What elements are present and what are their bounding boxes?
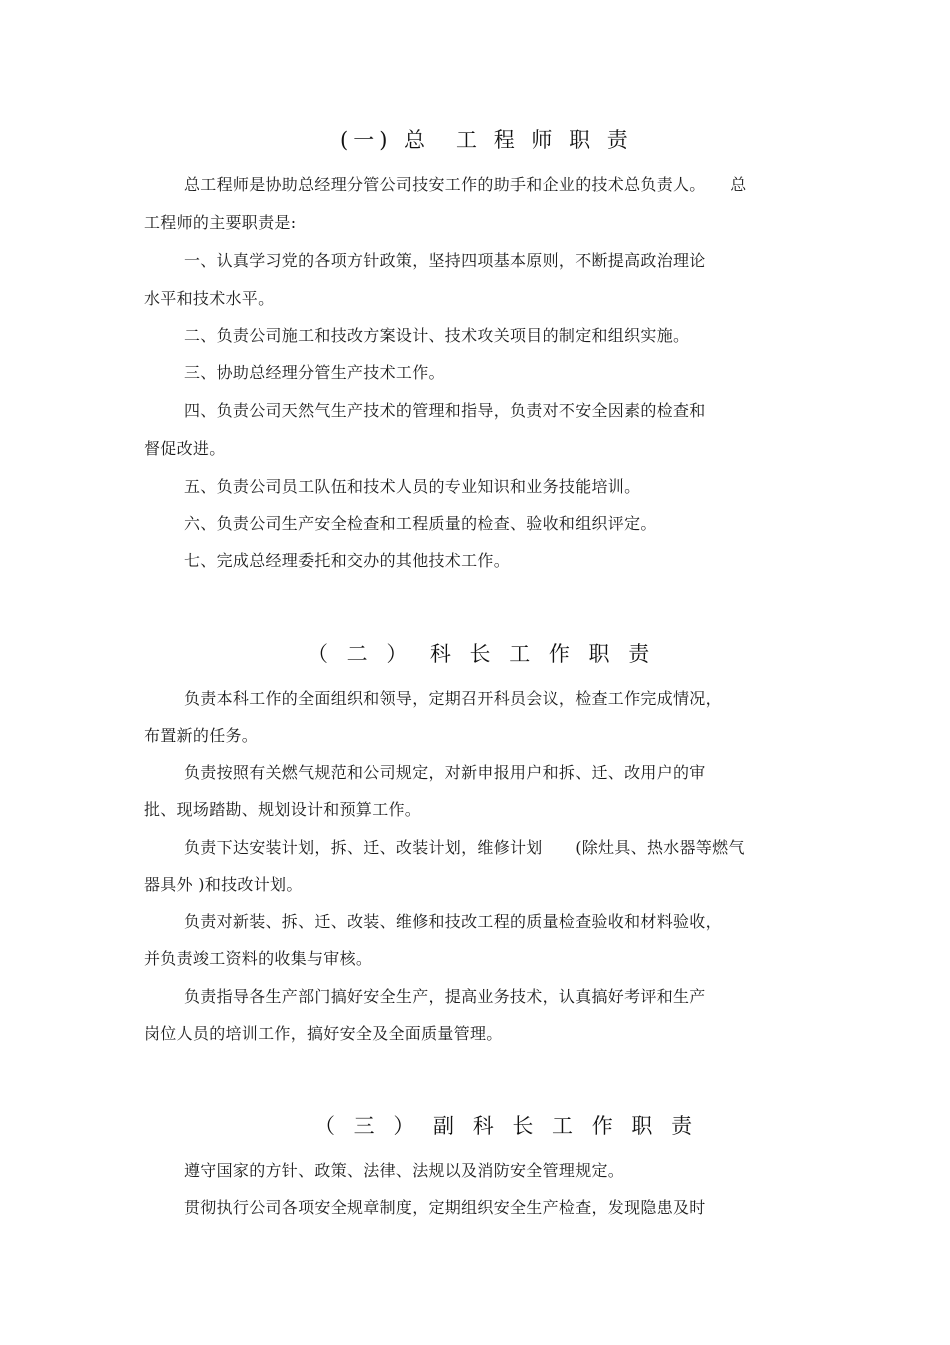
paragraph-line: 三、协助总经理分管生产技术工作。 [184, 363, 445, 382]
paragraph-line: 岗位人员的培训工作，搞好安全及全面质量管理。 [144, 1024, 503, 1043]
paragraph-line: 总工程师是协助总经理分管公司技安工作的助手和企业的技术总负责人。 总 [184, 175, 747, 194]
paragraph-line: 七、完成总经理委托和交办的其他技术工作。 [184, 551, 511, 570]
section-heading-deputy-section-chief: （ 三 ） 副 科 长 工 作 职 责 [314, 1114, 699, 1138]
paragraph-line: 六、负责公司生产安全检查和工程质量的检查、验收和组织评定。 [184, 514, 657, 533]
paragraph-line: 遵守国家的方针、政策、法律、法规以及消防安全管理规定。 [184, 1161, 625, 1180]
paragraph-line: 布置新的任务。 [144, 726, 259, 745]
paragraph-line: 贯彻执行公司各项安全规章制度，定期组织安全生产检查，发现隐患及时 [184, 1198, 706, 1217]
paragraph-line: 负责本科工作的全面组织和领导，定期召开科员会议，检查工作完成情况， [184, 689, 722, 708]
paragraph-line: 负责对新装、拆、迁、改装、维修和技改工程的质量检查验收和材料验收， [184, 912, 722, 931]
paragraph-line: 器具外 )和技改计划。 [144, 875, 303, 894]
paragraph-line: 督促改进。 [144, 439, 226, 458]
paragraph-line: 并负责竣工资料的收集与审核。 [144, 949, 373, 968]
paragraph-line: 负责指导各生产部门搞好安全生产，提高业务技术，认真搞好考评和生产 [184, 987, 706, 1006]
paragraph-line: 负责下达安装计划，拆、迁、改装计划，维修计划 (除灶具、热水器等燃气 [184, 838, 745, 857]
paragraph-line: 水平和技术水平。 [144, 289, 275, 308]
paragraph-line: 五、负责公司员工队伍和技术人员的专业知识和业务技能培训。 [184, 477, 641, 496]
paragraph-line: 负责按照有关燃气规范和公司规定，对新申报用户和拆、迁、改用户的审 [184, 763, 706, 782]
paragraph-line: 批、现场踏勘、规划设计和预算工作。 [144, 800, 422, 819]
paragraph-line: 四、负责公司天然气生产技术的管理和指导，负责对不安全因素的检查和 [184, 401, 706, 420]
paragraph-line: 一、认真学习党的各项方针政策，坚持四项基本原则，不断提高政治理论 [184, 251, 706, 270]
section-heading-chief-engineer: (一) 总 工 程 师 职 责 [340, 128, 633, 152]
paragraph-line: 二、负责公司施工和技改方案设计、技术攻关项目的制定和组织实施。 [184, 326, 690, 345]
section-heading-section-chief: （ 二 ） 科 长 工 作 职 责 [307, 642, 656, 666]
paragraph-line: 工程师的主要职责是: [144, 213, 297, 232]
